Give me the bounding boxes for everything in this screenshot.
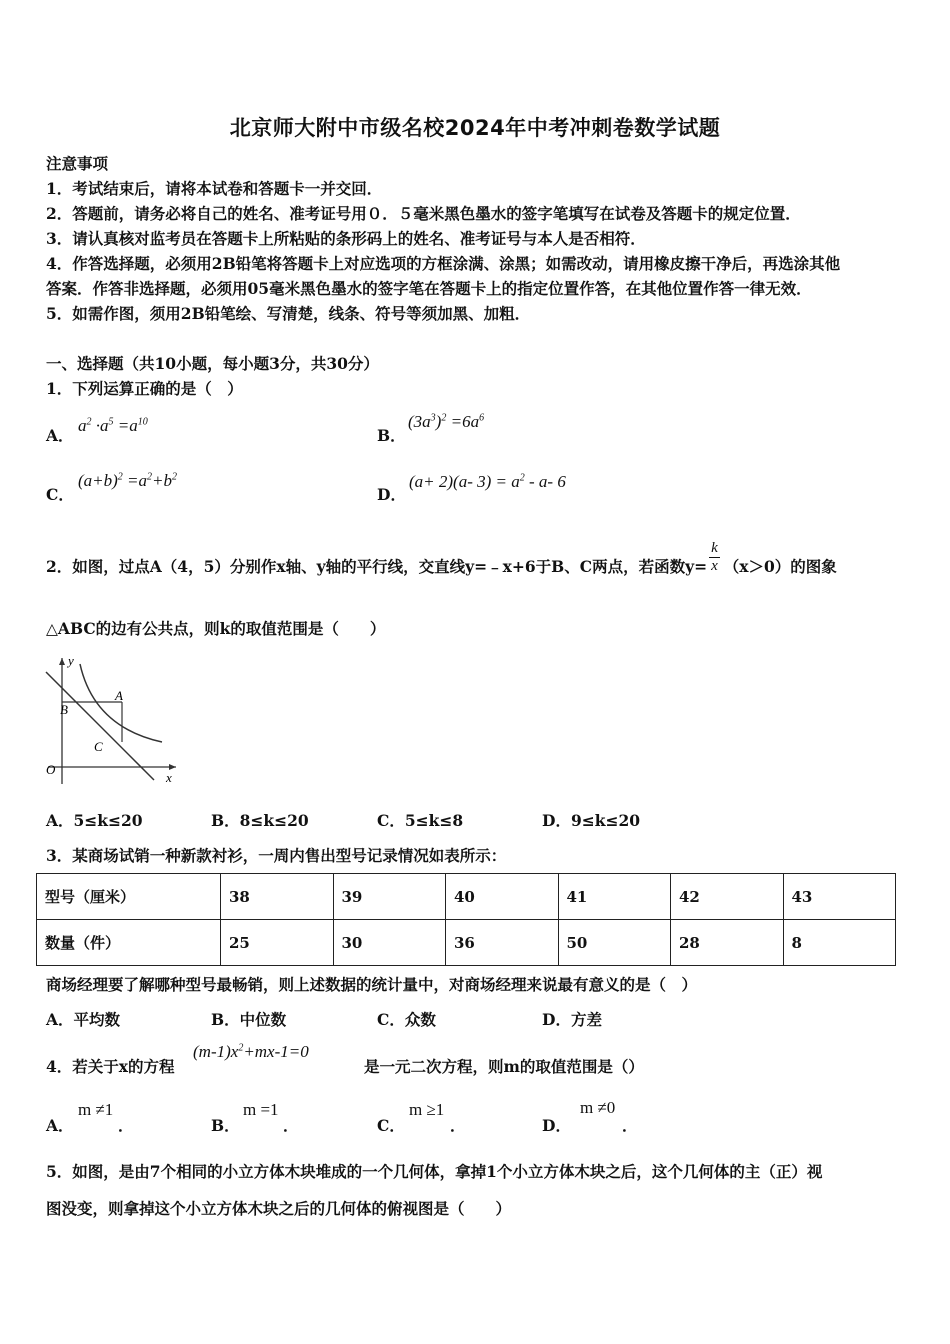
q3-stem: 3．某商场试销一种新款衬衫，一周内售出型号记录情况如表所示： xyxy=(46,846,507,865)
q4-equation: $(m-1)x^2+mx-1=0$ xyxy=(193,1042,309,1061)
table-cell: 50 xyxy=(558,920,671,966)
q3-option-a: A．平均数 xyxy=(46,1010,121,1029)
q4-option-a-label: A． xyxy=(46,1116,74,1135)
q1-option-a-label: A． xyxy=(46,426,74,445)
q4-stem-part1: 4．若关于x的方程 xyxy=(46,1057,175,1076)
table-header-cell: 型号（厘米） xyxy=(37,874,221,920)
notice-item: 答案．作答非选择题，必须用05毫米黑色墨水的签字笔在答题卡上的指定位置作答，在其他位置作答一律无效． xyxy=(46,279,812,298)
table-cell: 43 xyxy=(783,874,896,920)
q3-data-table xyxy=(36,873,896,966)
table-row xyxy=(37,920,896,966)
q2-stem-line1: 2．如图，过点A（4，5）分别作x轴、y轴的平行线，交直线y=﹣x+6于B、C两点，若函数y= $\frac{k}{x}$ （x＞0）的图象 xyxy=(46,539,837,576)
section-heading: 一、选择题（共10小题，每小题3分，共30分） xyxy=(46,354,379,373)
q5-stem-line1: 5．如图，是由7个相同的小立方体木块堆成的一个几何体，拿掉1个小立方体木块之后，这个几何体的主（正）视 xyxy=(46,1162,823,1181)
notice-item: 1．考试结束后，请将本试卷和答题卡一并交回． xyxy=(46,179,383,198)
table-cell: 40 xyxy=(446,874,559,920)
q2-option-c: C．5≤k≤8 xyxy=(377,811,464,830)
y-axis-arrow-icon xyxy=(59,658,65,665)
q2-option-b: B．8≤k≤20 xyxy=(211,811,309,830)
notice-item: 5．如需作图，须用2B铅笔绘、写清楚，线条、符号等须加黑、加粗． xyxy=(46,304,531,323)
q4-option-a-value: m ≠1 xyxy=(78,1100,114,1119)
q3-option-d: D．方差 xyxy=(542,1010,602,1029)
q1-option-d-formula: (a+ 2)(a- $3) = a^2 - a-$ 6 xyxy=(409,472,566,491)
q1-option-b-formula: $(3a^3)^2 =6a^6$ xyxy=(408,412,485,431)
q1-option-c-formula: $(a+b)^2 =a^2+b^2$ xyxy=(78,471,178,490)
q4-option-d-value: m ≠0 xyxy=(580,1098,616,1117)
q1-option-b-label: B． xyxy=(377,426,406,445)
q4-option-c-period: ． xyxy=(450,1116,466,1135)
q2-option-d: D．9≤k≤20 xyxy=(542,811,641,830)
q4-option-b-value: m =1 xyxy=(243,1100,279,1119)
label-point-c: C xyxy=(94,739,103,754)
q4-option-d-period: ． xyxy=(622,1116,638,1135)
table-cell: 41 xyxy=(558,874,671,920)
table-header-cell: 数量（件） xyxy=(37,920,221,966)
q4-option-b-label: B． xyxy=(211,1116,240,1135)
hyperbola-curve xyxy=(80,664,162,742)
q4-option-a-period: ． xyxy=(118,1116,134,1135)
q5-stem-line2: 图没变，则拿掉这个小立方体木块之后的几何体的俯视图是（ ） xyxy=(46,1199,512,1218)
q4-stem-part2: 是一元二次方程，则m的取值范围是（） xyxy=(364,1057,644,1076)
notice-item: 2．答题前，请务必将自己的姓名、准考证号用０．５毫米黑色墨水的签字笔填写在试卷及答题卡的规定位置． xyxy=(46,204,801,223)
label-origin: O xyxy=(46,762,56,777)
q4-option-b-period: ． xyxy=(283,1116,299,1135)
table-cell: 36 xyxy=(446,920,559,966)
table-cell: 30 xyxy=(333,920,446,966)
q2-graph-figure xyxy=(44,652,179,787)
label-x: x xyxy=(166,770,172,785)
q4-option-c-label: C． xyxy=(377,1116,405,1135)
q4-option-d-label: D． xyxy=(542,1116,571,1135)
q2-stem-line2: △ABC的边有公共点，则k的取值范围是（ ） xyxy=(46,619,386,638)
q1-option-a-formula: $a^2 \cdot a^5 =a^{10}$ xyxy=(78,416,148,435)
notice-item: 3．请认真核对监考员在答题卡上所粘贴的条形码上的姓名、准考证号与本人是否相符． xyxy=(46,229,646,248)
q2-option-a: A．5≤k≤20 xyxy=(46,811,143,830)
q3-option-c: C．众数 xyxy=(377,1010,436,1029)
q3-option-b: B．中位数 xyxy=(211,1010,287,1029)
page-title: 北京师大附中市级名校2024年中考冲刺卷数学试题 xyxy=(229,116,721,140)
table-cell: 39 xyxy=(333,874,446,920)
q4-option-c-value: m ≥1 xyxy=(409,1100,445,1119)
table-row xyxy=(37,874,896,920)
table-cell: 28 xyxy=(671,920,784,966)
table-cell: 42 xyxy=(671,874,784,920)
label-point-a: A xyxy=(115,688,123,703)
label-point-b: B xyxy=(60,702,68,717)
q2-fraction: $\frac{k}{x}$ xyxy=(711,539,718,574)
table-cell: 25 xyxy=(221,920,334,966)
label-y: y xyxy=(68,653,74,668)
table-cell: 38 xyxy=(221,874,334,920)
q1-option-c-label: C． xyxy=(46,485,74,504)
q1-stem: 1．下列运算正确的是（ ） xyxy=(46,379,243,398)
q1-option-d-label: D． xyxy=(377,485,406,504)
notice-heading: 注意事项 xyxy=(46,154,109,173)
table-cell: 8 xyxy=(783,920,896,966)
q3-question: 商场经理要了解哪种型号最畅销，则上述数据的统计量中，对商场经理来说最有意义的是（ ） xyxy=(46,975,698,994)
notice-item: 4．作答选择题，必须用2B铅笔将答题卡上对应选项的方框涂满、涂黑；如需改动，请用橡皮擦干净后，再选涂其他 xyxy=(46,254,841,273)
